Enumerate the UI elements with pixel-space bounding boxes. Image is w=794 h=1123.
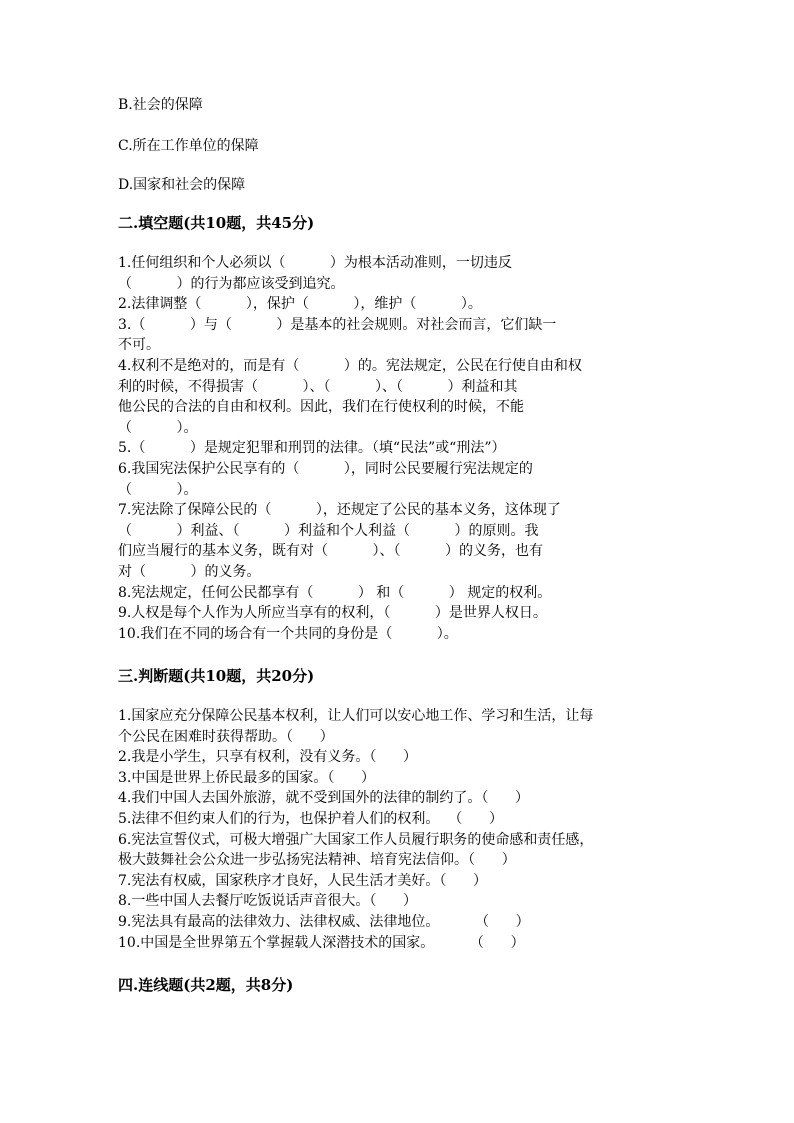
question-line: 利的时候，不得损害（ ）、（ ）、（ ）利益和其 [118,378,518,395]
section-fill-blank-title: 二.填空题(共10题，共45分) [118,214,315,232]
question-line: 4.权利不是绝对的，而是有（ ）的。宪法规定，公民在行使自由和权 [118,357,582,374]
question-line: 8.宪法规定，任何公民都享有（ ） 和（ ） 规定的权利。 [118,584,552,601]
section-matching-title: 四.连线题(共2题，共8分) [118,976,294,994]
question-line: 10.我们在不同的场合有一个共同的身份是（ ）。 [118,625,458,642]
question-line: （ ）。 [118,419,198,436]
question-line: 个公民在困难时获得帮助。（ ） [118,728,334,745]
section-true-false-title: 三.判断题(共10题，共20分) [118,667,315,685]
question-line: 3.（ ）与（ ）是基本的社会规则。对社会而言，它们缺一 [118,316,557,333]
question-line: 1.国家应充分保障公民基本权利，让人们可以安心地工作、学习和生活，让每 [118,708,594,724]
question-line: （ ）的行为都应该受到追究。 [118,275,345,292]
question-line: 1.任何组织和个人必须以（ ）为根本活动准则，一切违反 [118,255,512,271]
option-c: C.所在工作单位的保障 [118,138,259,154]
question-line: 极大鼓舞社会公众进一步弘扬宪法精神、培育宪法信仰。（ ） [118,852,516,869]
question-line: 6.宪法宣誓仪式，可极大增强广大国家工作人员履行职务的使命感和责任感， [118,831,594,848]
question-line: 10.中国是全世界第五个掌握载人深潜技术的国家。 （ ） [118,934,525,951]
true-false-questions [118,706,678,953]
question-line: 8.一些中国人去餐厅吃饭说话声音很大。（ ） [118,893,418,910]
question-line: （ ）利益、（ ）利益和个人利益（ ）的原则。我 [118,522,539,539]
question-line: 3.中国是世界上侨民最多的国家。（ ） [118,769,376,786]
option-d: D.国家和社会的保障 [118,177,246,193]
question-line: 5.法律不但约束人们的行为，也保护着人们的权利。 （ ） [118,810,503,827]
question-line: 4.我们中国人去国外旅游，就不受到国外的法律的制约了。（ ） [118,790,530,807]
question-line: 6.我国宪法保护公民享有的（ ），同时公民要履行宪法规定的 [118,460,533,477]
question-line: 对（ ）的义务。 [118,563,261,580]
question-line: 7.宪法除了保障公民的（ ），还规定了公民的基本义务，这体现了 [118,502,561,519]
question-line: （ ）。 [118,481,198,498]
question-line: 5.（ ）是规定犯罪和刑罚的法律。（填“民法”或“刑法”） [118,440,506,457]
question-line: 们应当履行的基本义务，既有对（ ）、（ ）的义务，也有 [118,543,544,560]
option-b: B.社会的保障 [118,97,203,113]
fill-blank-questions [118,253,678,644]
question-line: 2.我是小学生，只享有权利，没有义务。（ ） [118,749,418,766]
question-line: 7.宪法有权威，国家秩序才良好，人民生活才美好。（ ） [118,872,488,889]
question-line: 9.人权是每个人作为人所应当享有的权利，（ ）是世界人权日。 [118,605,547,622]
question-line: 他公民的合法的自由和权利。因此，我们在行使权利的时候，不能 [118,399,524,416]
question-line: 2.法律调整（ ），保护（ ），维护（ ）。 [118,296,482,313]
question-line: 不可。 [118,337,160,354]
question-line: 9.宪法具有最高的法律效力、法律权威、法律地位。 （ ） [118,913,530,930]
